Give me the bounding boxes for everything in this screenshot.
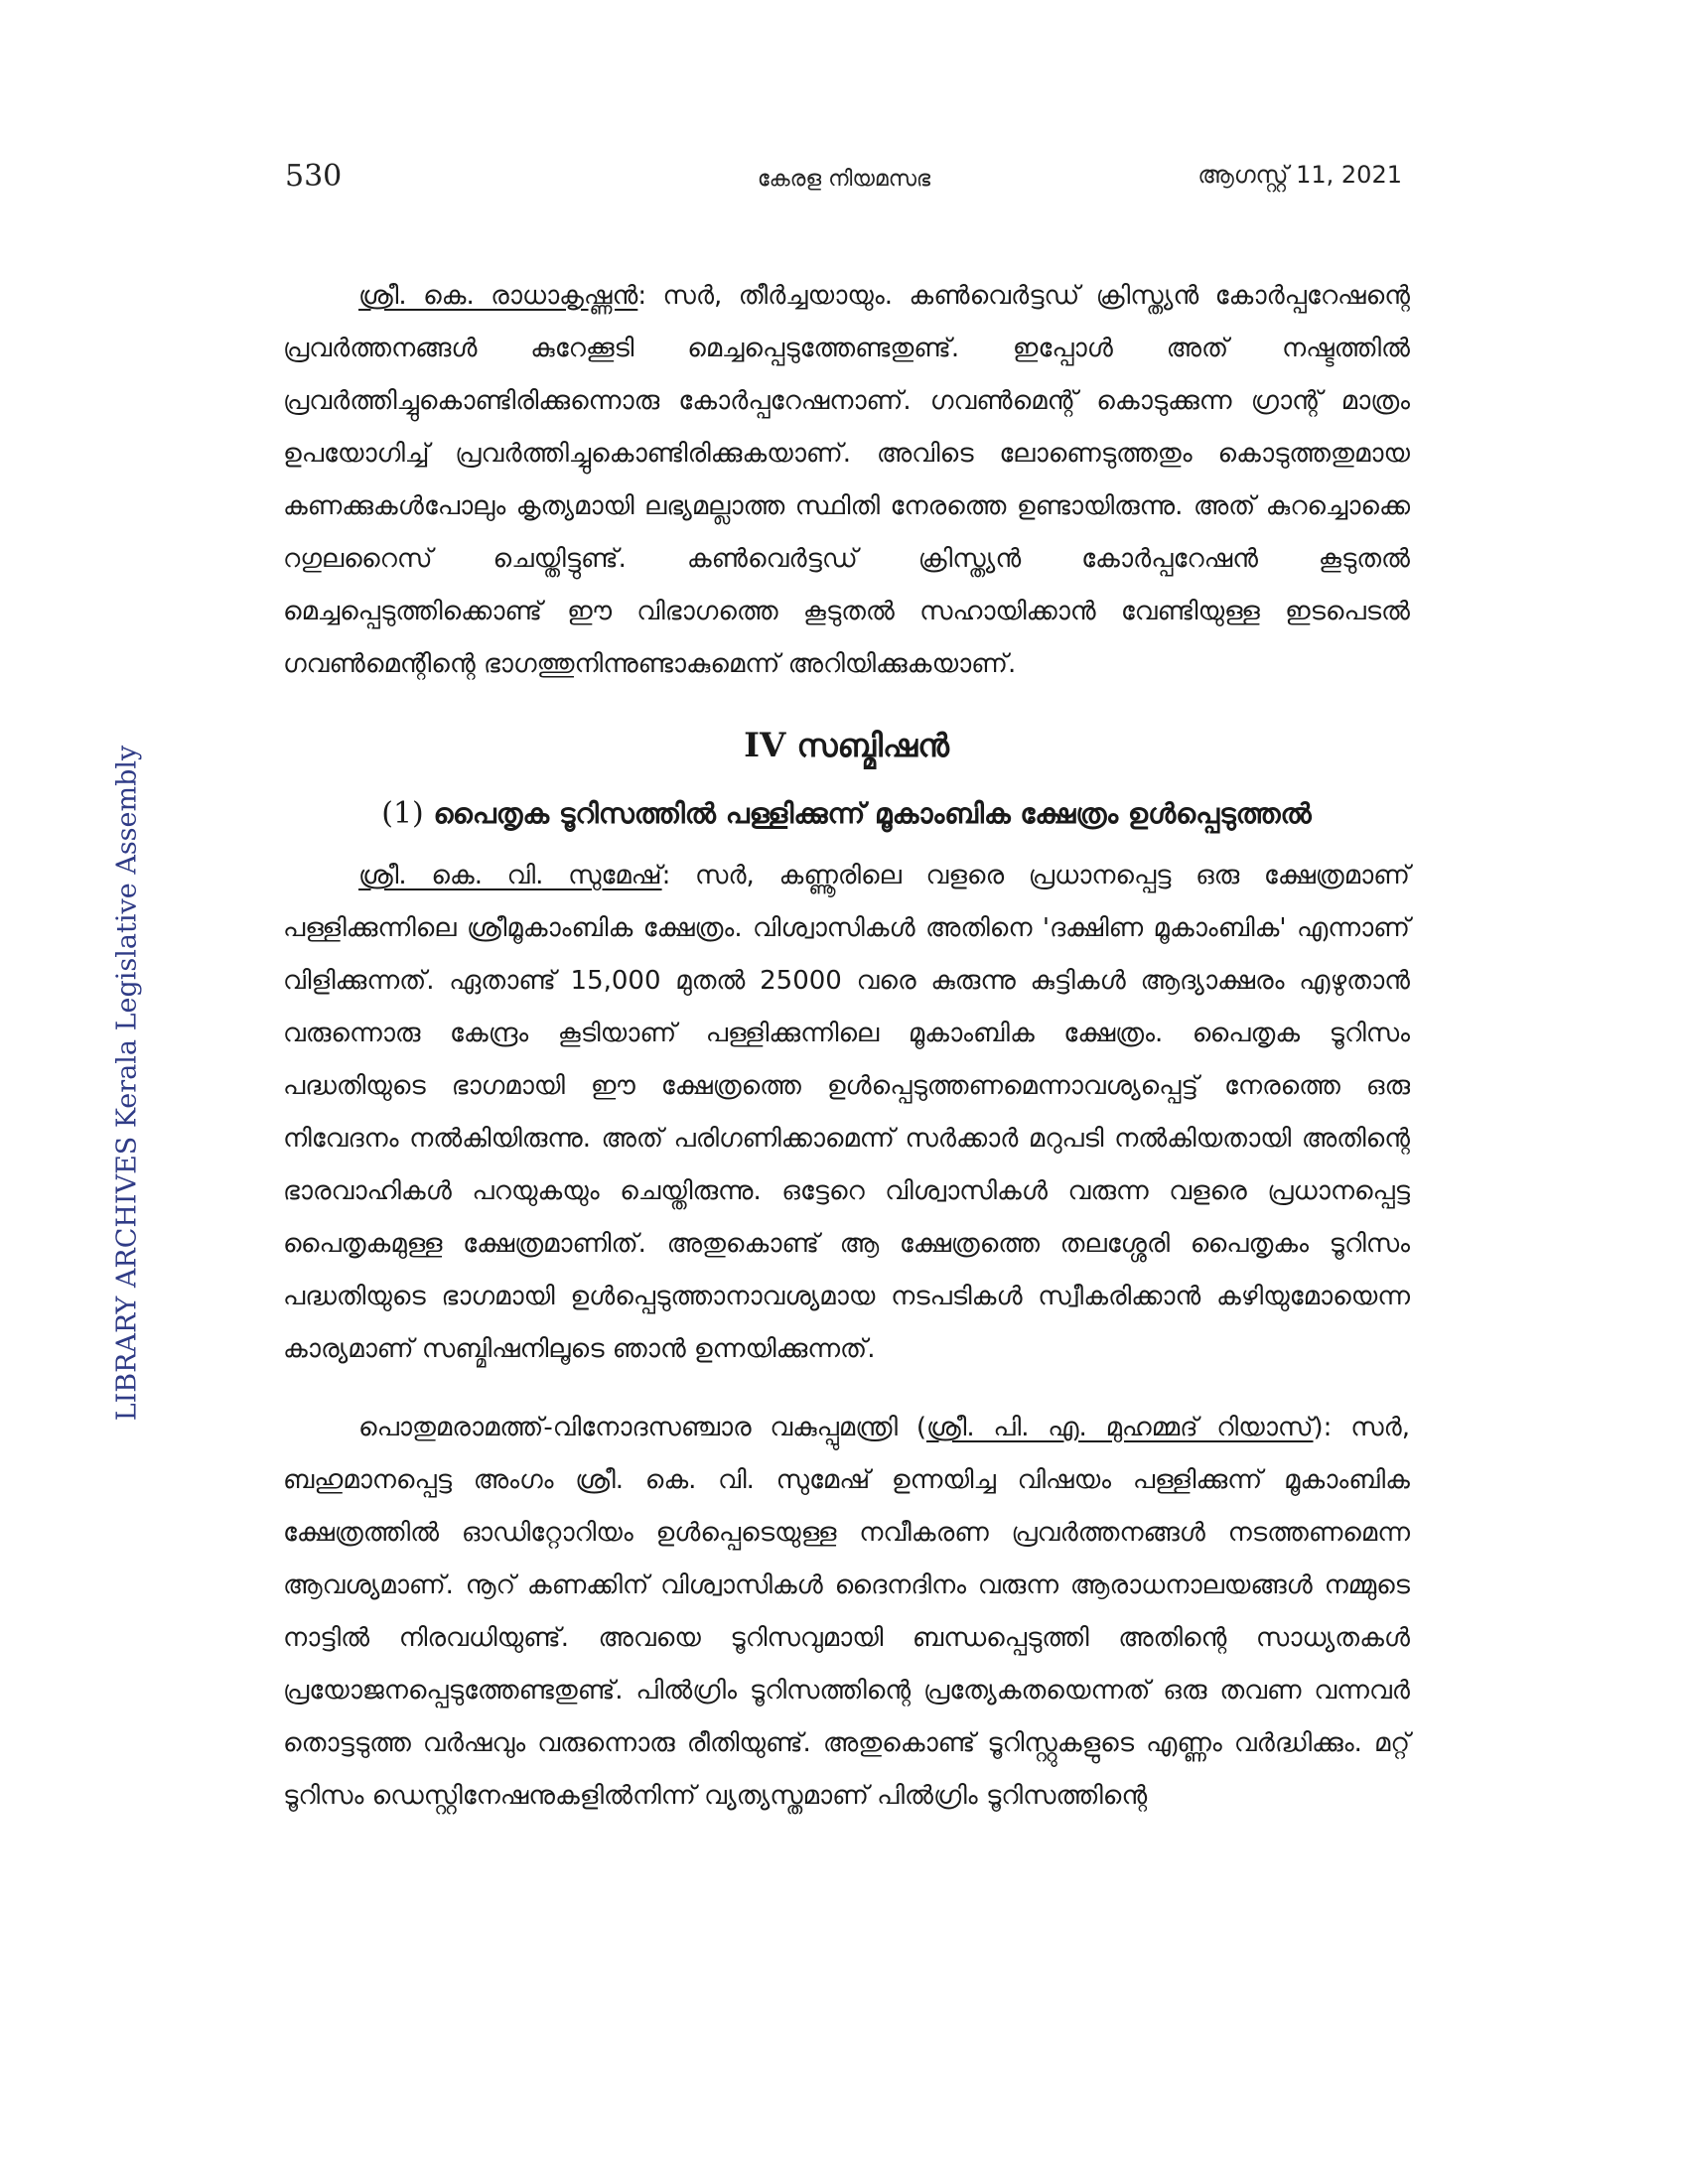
section-title: സബ്മിഷൻ [796, 727, 949, 764]
paragraph-submission-sumesh [283, 850, 1410, 1376]
paragraph-text: : സർ, കണ്ണൂരിലെ വളരെ പ്രധാനപ്പെട്ട ഒരു ക്ഷേത്രമാണ് പള്ളിക്കുന്നിലെ ശ്രീമൂകാംബിക ക്ഷേത്രം. വിശ്വാസികൾ അതിനെ 'ദക്ഷിണ മൂകാംബിക' എന്നാണ് വിളിക്കുന്നത്. ഏതാണ്ട് 15,000 മുതൽ 25000 വരെ കുരുന്നു കുട്ടികൾ ആദ്യാക്ഷരം എഴുതാൻ വരുന്നൊരു കേന്ദ്രം കൂടിയാണ് പള്ളിക്കുന്നിലെ മൂകാംബിക ക്ഷേത്രം. പൈതൃക ടൂറിസം പദ്ധതിയുടെ ഭാഗമായി ഈ ക്ഷേത്രത്തെ ഉൾപ്പെടുത്തണമെന്നാവശ്യപ്പെട്ട് നേരത്തെ ഒരു നിവേദനം നൽകിയിരുന്നു. അത് പരിഗണിക്കാമെന്ന് സർക്കാർ മറുപടി നൽകിയതായി അതിന്റെ ഭാരവാഹികൾ പറയുകയും ചെയ്തിരുന്നു. ഒട്ടേറെ വിശ്വാസികൾ വരുന്ന വളരെ പ്രധാനപ്പെട്ട പൈതൃകമുള്ള ക്ഷേത്രമാണിത്. അതുകൊണ്ട് ആ ക്ഷേത്രത്തെ തലശ്ശേരി പൈതൃകം ടൂറിസം പദ്ധതിയുടെ ഭാഗമായി ഉൾപ്പെടുത്താനാവശ്യമായ നടപടികൾ സ്വീകരിക്കാൻ കഴിയുമോയെന്ന കാര്യമാണ് സബ്മിഷനിലൂടെ ഞാൻ ഉന്നയിക്കുന്നത്. [283, 861, 1410, 1364]
speaker-name: ശ്രീ. പി. എ. മുഹമ്മദ് റിയാസ് [925, 1413, 1314, 1442]
page-body [283, 270, 1410, 1823]
paragraph-text: ): സർ, ബഹുമാനപ്പെട്ട അംഗം ശ്രീ. കെ. വി. സുമേഷ് ഉന്നയിച്ച വിഷയം പള്ളിക്കുന്ന് മൂകാംബിക ക്ഷേത്രത്തിൽ ഓഡിറ്റോറിയം ഉൾപ്പെടെയുള്ള നവീകരണ പ്രവർത്തനങ്ങൾ നടത്തണമെന്ന ആവശ്യമാണ്. നൂറ് കണക്കിന് വിശ്വാസികൾ ദൈനദിനം വരുന്ന ആരാധനാലയങ്ങൾ നമ്മുടെ നാട്ടിൽ നിരവധിയുണ്ട്. അവയെ ടൂറിസവുമായി ബന്ധപ്പെടുത്തി അതിന്റെ സാധ്യതകൾ പ്രയോജനപ്പെടുത്തേണ്ടതുണ്ട്. പിൽഗ്രിം ടൂറിസത്തിന്റെ പ്രത്യേകതയെന്നത് ഒരു തവണ വന്നവർ തൊട്ടടുത്ത വർഷവും വരുന്നൊരു രീതിയുണ്ട്. അതുകൊണ്ട് ടൂറിസ്റ്റുകളുടെ എണ്ണം വർദ്ധിക്കും. മറ്റ് ടൂറിസം ഡെസ്റ്റിനേഷനുകളിൽനിന്ന് വ്യത്യസ്തമാണ് പിൽഗ്രിം ടൂറിസത്തിന്റെ [283, 1413, 1410, 1811]
paragraph-reply-minister [283, 1402, 1410, 1823]
page-number: 530 [285, 159, 343, 194]
library-archives-watermark: LIBRARY ARCHIVES Kerala Legislative Assembly [111, 745, 143, 1422]
section-heading [283, 719, 1410, 772]
submission-title: പൈതൃക ടൂറിസത്തിൽ പള്ളിക്കുന്ന് മൂകാംബിക ക്ഷേത്രം ഉൾപ്പെടുത്തൽ [433, 797, 1312, 830]
paragraph-reply-radhakrishnan [283, 270, 1410, 691]
speaker-name: ശ്രീ. കെ. വി. സുമേഷ് [358, 861, 662, 890]
submission-number: (1) [381, 796, 424, 831]
header-date: ആഗസ്റ്റ് 11, 2021 [1197, 161, 1402, 189]
minister-designation: പൊതുമരാമത്ത്-വിനോദസഞ്ചാര വകുപ്പുമന്ത്രി ( [358, 1413, 926, 1442]
submission-heading [283, 788, 1410, 840]
section-number: IV [744, 726, 786, 765]
paragraph-text: : സർ, തീർച്ചയായും. കൺവെർട്ടഡ് ക്രിസ്ത്യൻ കോർപ്പറേഷന്റെ പ്രവർത്തനങ്ങൾ കുറേക്കൂടി മെച്ചപ്പെടുത്തേണ്ടതുണ്ട്. ഇപ്പോൾ അത് നഷ്ടത്തിൽ പ്രവർത്തിച്ചുകൊണ്ടിരിക്കുന്നൊരു കോർപ്പറേഷനാണ്. ഗവൺമെന്റ് കൊടുക്കുന്ന ഗ്രാന്റ് മാത്രം ഉപയോഗിച്ച് പ്രവർത്തിച്ചുകൊണ്ടിരിക്കുകയാണ്. അവിടെ ലോണെടുത്തതും കൊടുത്തതുമായ കണക്കുകൾപോലും കൃത്യമായി ലഭ്യമല്ലാത്ത സ്ഥിതി നേരത്തെ ഉണ്ടായിരുന്നു. അത് കുറച്ചൊക്കെ റഗുലറൈസ് ചെയ്തിട്ടുണ്ട്. കൺവെർട്ടഡ് ക്രിസ്ത്യൻ കോർപ്പറേഷൻ കൂടുതൽ മെച്ചപ്പെടുത്തിക്കൊണ്ട് ഈ വിഭാഗത്തെ കൂടുതൽ സഹായിക്കാൻ വേണ്ടിയുള്ള ഇടപെടൽ ഗവൺമെന്റിന്റെ ഭാഗത്തുനിന്നുണ്ടാകുമെന്ന് അറിയിക്കുകയാണ്. [283, 281, 1410, 679]
speaker-name: ശ്രീ. കെ. രാധാകൃഷ്ണൻ [358, 281, 638, 311]
running-title: കേരള നിയമസഭ [757, 167, 931, 192]
